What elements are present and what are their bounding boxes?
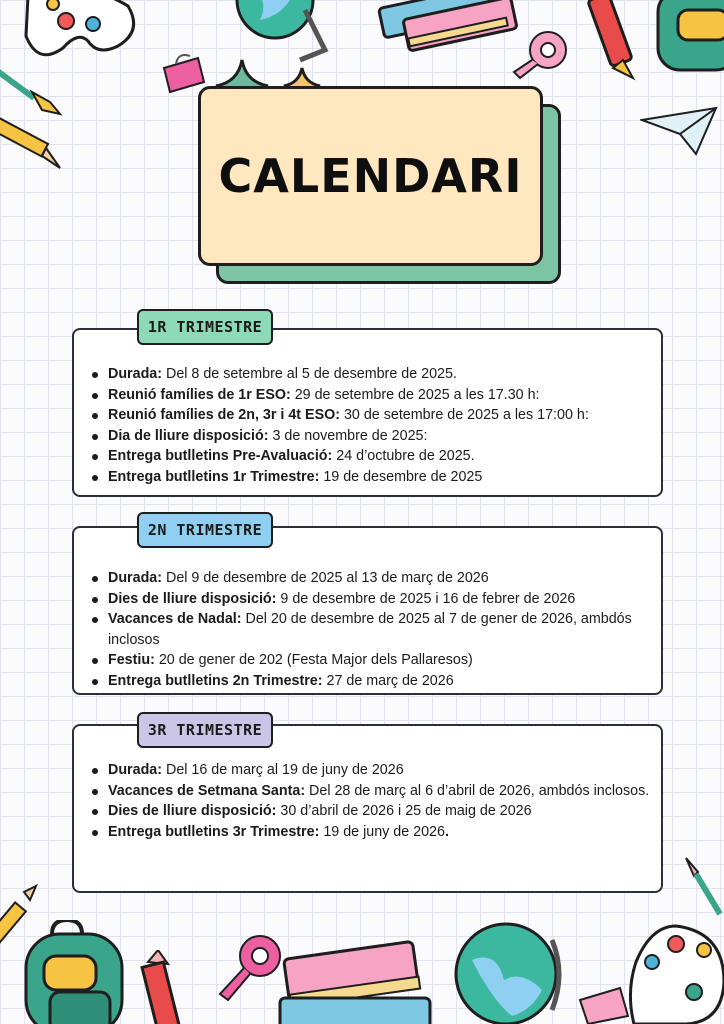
binder-clip-icon (576, 980, 632, 1024)
section-list (74, 760, 661, 842)
palette-icon (18, 0, 142, 66)
list-item (108, 385, 653, 406)
section-tab-trimestre-1: 1R TRIMESTRE (137, 309, 273, 345)
section-trimestre-2 (72, 526, 663, 695)
item-value: 19 de desembre de 2025 (319, 468, 483, 485)
palette-icon (626, 922, 724, 1024)
item-key: Entrega butlletins 1r Trimestre: (108, 468, 320, 485)
backpack-icon (650, 0, 724, 90)
list-item (108, 650, 653, 671)
item-value: Del 20 de desembre de 2025 al 7 de gener de 2026, ambdós inclosos (108, 611, 632, 648)
item-key: Reunió famílies de 2n, 3r i 4t ESO: (108, 407, 340, 424)
list-item (108, 781, 653, 802)
item-value: 24 d’octubre de 2025. (332, 448, 475, 465)
crayon-icon (585, 0, 645, 82)
item-value: 30 de setembre de 2025 a les 17:00 h: (340, 407, 589, 424)
globe-icon (452, 920, 568, 1024)
section-tab-trimestre-2: 2N TRIMESTRE (137, 512, 273, 548)
paintbrush-icon (0, 62, 66, 118)
section-list (74, 364, 661, 488)
item-key: Durada: (108, 366, 163, 382)
item-value: 3 de novembre de 2025: (268, 427, 428, 444)
books-icon (370, 0, 520, 52)
item-key: Entrega butlletins 2n Trimestre: (108, 672, 323, 689)
list-item (108, 426, 653, 447)
item-value: 29 de setembre de 2025 a les 17.30 h: (290, 386, 540, 403)
item-key: Durada: (108, 570, 163, 586)
item-key: Festiu: (108, 652, 155, 669)
list-item (108, 568, 653, 589)
item-value: Del 16 de març al 19 de juny de 2026 (162, 762, 404, 778)
item-value: Del 28 de març al 6 d’abril de 2026, ambdós inclosos. (305, 782, 650, 799)
tape-icon (512, 30, 576, 82)
list-item (108, 671, 653, 692)
list-item (108, 589, 653, 610)
paper-plane-icon (640, 104, 720, 158)
section-trimestre-3 (72, 724, 663, 893)
list-item (108, 467, 653, 488)
item-key: Entrega butlletins Pre-Avaluació: (108, 448, 333, 465)
section-tab-trimestre-3: 3R TRIMESTRE (137, 712, 273, 748)
list-item (108, 822, 653, 843)
backpack-icon (22, 920, 152, 1024)
item-key: Reunió famílies de 1r ESO: (108, 386, 291, 403)
title-card (198, 86, 543, 266)
page-title: CALENDARI (218, 149, 523, 203)
item-value: Del 8 de setembre al 5 de desembre de 2025. (162, 366, 457, 382)
item-value: 27 de març de 2026 (322, 672, 454, 689)
paintbrush-icon (680, 856, 724, 918)
item-key: Dies de lliure disposició: (108, 590, 277, 607)
item-key: Vacances de Setmana Santa: (108, 782, 306, 799)
list-item (108, 364, 653, 385)
list-item (108, 405, 653, 426)
item-value: 19 de juny de 2026 (319, 823, 445, 840)
crayon-icon (140, 950, 200, 1024)
item-key: Durada: (108, 762, 163, 778)
item-value: 9 de desembre de 2025 i 16 de febrer de 2026 (276, 590, 576, 607)
item-key: Dies de lliure disposició: (108, 803, 277, 820)
books-icon (272, 940, 442, 1024)
section-trimestre-1 (72, 328, 663, 497)
item-key: Vacances de Nadal: (108, 611, 242, 628)
item-value: 20 de gener de 202 (Festa Major dels Pallaresos) (154, 652, 473, 669)
list-item (108, 801, 653, 822)
list-item (108, 609, 653, 650)
list-item (108, 760, 653, 781)
item-key: Entrega butlletins 3r Trimestre: (108, 823, 320, 840)
section-list (74, 568, 661, 692)
pencil-icon (0, 116, 66, 172)
item-suffix: . (444, 823, 449, 840)
item-value: Del 9 de desembre de 2025 al 13 de març de 2026 (162, 570, 489, 586)
item-value: 30 d’abril de 2026 i 25 de maig de 2026 (276, 803, 532, 820)
item-key: Dia de lliure disposició: (108, 427, 269, 444)
list-item (108, 446, 653, 467)
